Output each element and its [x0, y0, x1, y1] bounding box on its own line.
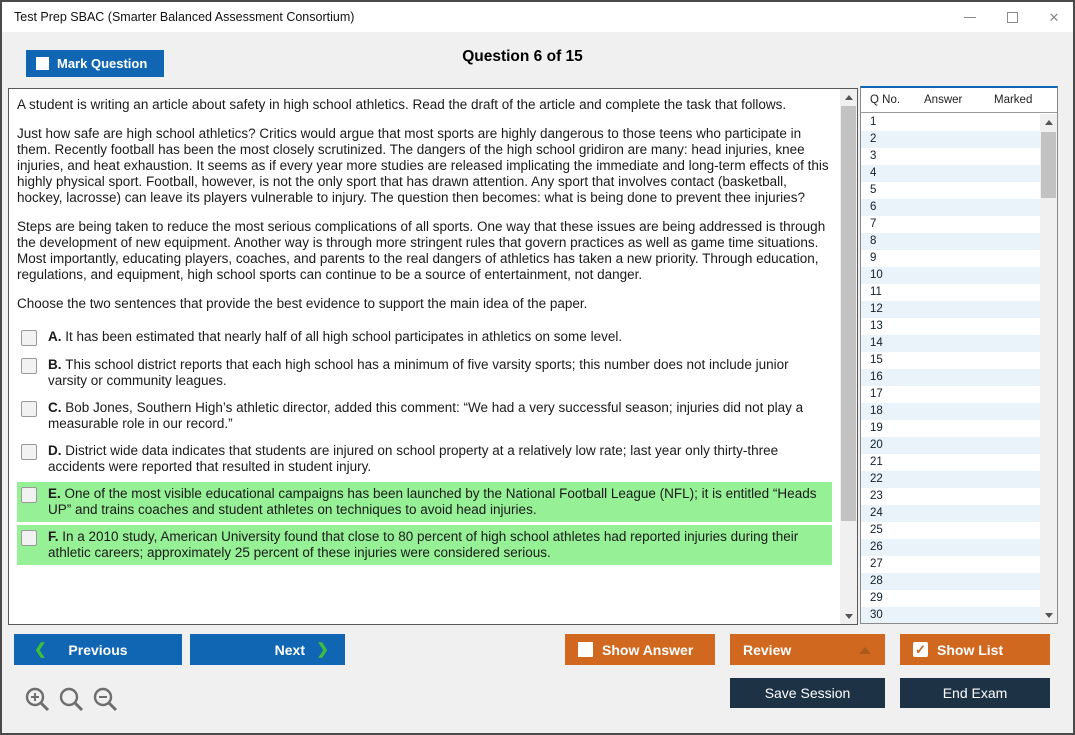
sidebar-scroll-down-icon[interactable]: [1040, 607, 1057, 623]
row-answer: [915, 182, 985, 199]
row-qno: 5: [870, 184, 877, 196]
row-answer: [915, 522, 985, 539]
option-checkbox[interactable]: [21, 530, 37, 546]
chevron-left-icon: ❮: [34, 641, 47, 658]
answer-option[interactable]: [17, 439, 832, 479]
question-list-row[interactable]: [861, 488, 1040, 505]
row-qno: 27: [870, 558, 883, 570]
next-label: Next: [274, 641, 305, 658]
row-answer: [915, 539, 985, 556]
question-list: [861, 114, 1040, 623]
review-button[interactable]: [730, 634, 885, 665]
answer-option[interactable]: [17, 353, 832, 393]
option-text: F. In a 2010 study, American University found that close to 80 percent of high school athletes had reported injuries during their athletic careers; approximately 25 percent of these injuries were considered serious.: [48, 529, 799, 560]
row-answer: [915, 403, 985, 420]
row-marked: [985, 522, 1040, 539]
row-qno: 6: [870, 201, 877, 213]
row-qno: 9: [870, 252, 877, 264]
passage-paragraph-1: Just how safe are high school athletics? Critics would argue that most sports are highly dangerous to those teens who participate in them. Recently football has been the most closely scrutinized. The dangers of the high school gridiron are many: head injuries, knee injuries, and heat exhaustion. It seems as if every year more studies are released implicating the immediate and long-term effects of this highly physical sport. Football, however, is not the only sport that has drawn attention. Any sport that involves contact (basketball, hockey, lacrosse) can leave its players vulnerable to injury. The question then becomes: what is being done to prevent thee injuries?: [17, 126, 829, 205]
row-marked: [985, 369, 1040, 386]
row-answer: [915, 165, 985, 182]
question-list-row[interactable]: [861, 471, 1040, 488]
row-answer: [915, 318, 985, 335]
row-answer: [915, 573, 985, 590]
row-answer: [915, 114, 985, 131]
row-marked: [985, 386, 1040, 403]
chevron-right-icon: ❯: [316, 641, 329, 658]
row-qno: 1: [870, 116, 877, 128]
option-text: B. This school district reports that each high school has a minimum of five varsity sports; this number does not include junior varsity or community leagues.: [48, 357, 789, 388]
scroll-down-icon[interactable]: [840, 608, 857, 624]
previous-button[interactable]: [14, 634, 182, 665]
option-checkbox[interactable]: [21, 444, 37, 460]
question-list-row[interactable]: [861, 352, 1040, 369]
row-marked: [985, 590, 1040, 607]
row-answer: [915, 386, 985, 403]
row-qno: 14: [870, 337, 883, 349]
next-button[interactable]: [190, 634, 345, 665]
column-header-answer: Answer: [924, 94, 963, 106]
answer-option[interactable]: [17, 325, 832, 350]
row-qno: 13: [870, 320, 883, 332]
question-list-row[interactable]: [861, 318, 1040, 335]
question-list-row[interactable]: [861, 539, 1040, 556]
row-marked: [985, 573, 1040, 590]
main-scrollbar[interactable]: [840, 89, 857, 624]
question-list-header: [861, 88, 1057, 113]
save-session-button[interactable]: Save Session: [730, 678, 885, 708]
question-list-row[interactable]: [861, 556, 1040, 573]
row-marked: [985, 505, 1040, 522]
row-marked: [985, 250, 1040, 267]
row-answer: [915, 369, 985, 386]
question-list-row[interactable]: [861, 335, 1040, 352]
row-marked: [985, 318, 1040, 335]
row-marked: [985, 488, 1040, 505]
answer-options-list: [17, 325, 832, 565]
option-text: E. One of the most visible educational campaigns has been launched by the National Football League (NFL); it is entitled “Heads UP” and trains coaches and student athletes on techniques to avoid head injuries.: [48, 486, 817, 517]
question-list-row[interactable]: [861, 148, 1040, 165]
row-qno: 21: [870, 456, 883, 468]
row-qno: 28: [870, 575, 883, 587]
question-list-row[interactable]: [861, 403, 1040, 420]
row-answer: [915, 284, 985, 301]
sidebar-scroll-up-icon[interactable]: [1040, 114, 1057, 130]
question-list-row[interactable]: [861, 590, 1040, 607]
row-qno: 4: [870, 167, 877, 179]
scroll-up-icon[interactable]: [840, 89, 857, 105]
question-content: [9, 89, 840, 624]
show-list-button[interactable]: [900, 634, 1050, 665]
answer-option[interactable]: [17, 482, 832, 522]
row-answer: [915, 233, 985, 250]
row-marked: [985, 148, 1040, 165]
sidebar-scrollbar-thumb[interactable]: [1041, 132, 1056, 198]
question-list-row[interactable]: [861, 199, 1040, 216]
minimize-icon[interactable]: [963, 10, 977, 24]
option-checkbox[interactable]: [21, 330, 37, 346]
option-text: D. District wide data indicates that students are injured on school property at a relatively low rate; last year only thirty-three accidents were reported that resulted in student injury.: [48, 443, 779, 474]
question-counter: Question 6 of 15: [462, 48, 583, 65]
row-qno: 23: [870, 490, 883, 502]
question-list-row[interactable]: [861, 131, 1040, 148]
row-marked: [985, 335, 1040, 352]
row-qno: 24: [870, 507, 883, 519]
question-list-row[interactable]: [861, 505, 1040, 522]
row-marked: [985, 454, 1040, 471]
review-label: Review: [743, 641, 792, 658]
row-qno: 20: [870, 439, 883, 451]
question-prompt: Choose the two sentences that provide the best evidence to support the main idea of the paper.: [17, 296, 588, 311]
show-answer-button[interactable]: [565, 634, 715, 665]
row-answer: [915, 454, 985, 471]
row-qno: 29: [870, 592, 883, 604]
show-answer-checkbox-icon[interactable]: [578, 642, 593, 657]
question-list-row[interactable]: [861, 267, 1040, 284]
row-qno: 26: [870, 541, 883, 553]
column-header-marked: Marked: [994, 94, 1033, 106]
option-text: A. It has been estimated that nearly half of all high school participates in athletics on some level.: [48, 329, 623, 344]
question-list-row[interactable]: [861, 607, 1040, 623]
sidebar-scrollbar[interactable]: [1040, 114, 1057, 623]
row-answer: [915, 607, 985, 623]
show-answer-label: Show Answer: [602, 641, 694, 658]
option-text: C. Bob Jones, Southern High’s athletic director, added this comment: “We had a very successful season; injuries did not play a measurable role in our record.”: [48, 400, 804, 431]
row-marked: [985, 556, 1040, 573]
question-list-row[interactable]: [861, 522, 1040, 539]
row-marked: [985, 471, 1040, 488]
question-list-row[interactable]: [861, 233, 1040, 250]
row-marked: [985, 131, 1040, 148]
row-qno: 19: [870, 422, 883, 434]
zoom-out-icon[interactable]: [92, 686, 119, 713]
row-answer: [915, 301, 985, 318]
question-panel: [8, 88, 858, 625]
row-answer: [915, 250, 985, 267]
row-qno: 30: [870, 609, 883, 621]
row-qno: 25: [870, 524, 883, 536]
option-checkbox[interactable]: [21, 487, 37, 503]
row-answer: [915, 267, 985, 284]
row-marked: [985, 607, 1040, 623]
row-marked: [985, 165, 1040, 182]
zoom-in-icon[interactable]: [24, 686, 51, 713]
question-list-row[interactable]: [861, 284, 1040, 301]
row-marked: [985, 437, 1040, 454]
row-qno: 18: [870, 405, 883, 417]
window-title: Test Prep SBAC (Smarter Balanced Assessment Consortium): [14, 10, 355, 24]
show-list-checked-checkbox-icon[interactable]: ✓: [913, 642, 928, 657]
option-checkbox[interactable]: [21, 401, 37, 417]
main-scrollbar-thumb[interactable]: [841, 106, 856, 521]
row-answer: [915, 556, 985, 573]
passage-intro: A student is writing an article about safety in high school athletics. Read the draft of the article and complete the task that follows.: [17, 97, 787, 112]
row-qno: 15: [870, 354, 883, 366]
row-answer: [915, 437, 985, 454]
row-answer: [915, 420, 985, 437]
question-list-panel: [860, 86, 1058, 624]
row-answer: [915, 148, 985, 165]
question-list-row[interactable]: [861, 114, 1040, 131]
row-qno: 16: [870, 371, 883, 383]
dropdown-up-arrow-icon: [859, 647, 871, 654]
maximize-icon[interactable]: [1005, 10, 1019, 24]
passage-paragraph-2: Steps are being taken to reduce the most serious complications of all sports. One way that these issues are being addressed is through the development of new equipment. Another way is through more stringent rules that govern practices as well as game time situations. Most importantly, educating players, coaches, and parents to the real dangers of athletics has taken a new priority. Through education, regulations, and equipment, high school sports can continue to be a source of entertainment, not danger.: [17, 219, 826, 282]
row-marked: [985, 420, 1040, 437]
row-marked: [985, 301, 1040, 318]
row-qno: 10: [870, 269, 883, 281]
row-marked: [985, 284, 1040, 301]
question-list-row[interactable]: [861, 454, 1040, 471]
close-icon[interactable]: ✕: [1048, 9, 1060, 25]
row-marked: [985, 267, 1040, 284]
mark-question-label: Mark Question: [57, 56, 148, 71]
row-qno: 3: [870, 150, 877, 162]
row-marked: [985, 539, 1040, 556]
row-qno: 22: [870, 473, 883, 485]
row-answer: [915, 488, 985, 505]
show-list-label: Show List: [937, 641, 1004, 658]
row-qno: 8: [870, 235, 877, 247]
question-list-row[interactable]: [861, 420, 1040, 437]
row-qno: 11: [870, 286, 882, 298]
header-band: [2, 32, 1073, 88]
answer-option[interactable]: [17, 396, 832, 436]
zoom-reset-icon[interactable]: [58, 686, 85, 713]
row-answer: [915, 199, 985, 216]
question-list-row[interactable]: [861, 165, 1040, 182]
row-marked: [985, 199, 1040, 216]
option-checkbox[interactable]: [21, 358, 37, 374]
zoom-toolbar: [24, 686, 119, 713]
row-qno: 7: [870, 218, 877, 230]
answer-option[interactable]: [17, 525, 832, 565]
row-answer: [915, 505, 985, 522]
row-answer: [915, 352, 985, 369]
previous-label: Previous: [68, 641, 128, 658]
row-marked: [985, 233, 1040, 250]
end-exam-button[interactable]: End Exam: [900, 678, 1050, 708]
window-controls: [963, 2, 1061, 32]
column-header-qno: Q No.: [870, 94, 901, 106]
row-marked: [985, 403, 1040, 420]
row-marked: [985, 114, 1040, 131]
question-list-row[interactable]: [861, 301, 1040, 318]
titlebar: [2, 2, 1073, 32]
row-qno: 17: [870, 388, 883, 400]
question-list-row[interactable]: [861, 216, 1040, 233]
row-answer: [915, 590, 985, 607]
row-answer: [915, 471, 985, 488]
question-list-row[interactable]: [861, 182, 1040, 199]
row-answer: [915, 216, 985, 233]
question-list-row[interactable]: [861, 386, 1040, 403]
row-answer: [915, 131, 985, 148]
row-marked: [985, 216, 1040, 233]
row-answer: [915, 335, 985, 352]
row-qno: 2: [870, 133, 877, 145]
row-marked: [985, 352, 1040, 369]
row-qno: 12: [870, 303, 883, 315]
question-list-row[interactable]: [861, 250, 1040, 267]
question-list-row[interactable]: [861, 437, 1040, 454]
row-marked: [985, 182, 1040, 199]
question-list-row[interactable]: [861, 573, 1040, 590]
question-list-row[interactable]: [861, 369, 1040, 386]
